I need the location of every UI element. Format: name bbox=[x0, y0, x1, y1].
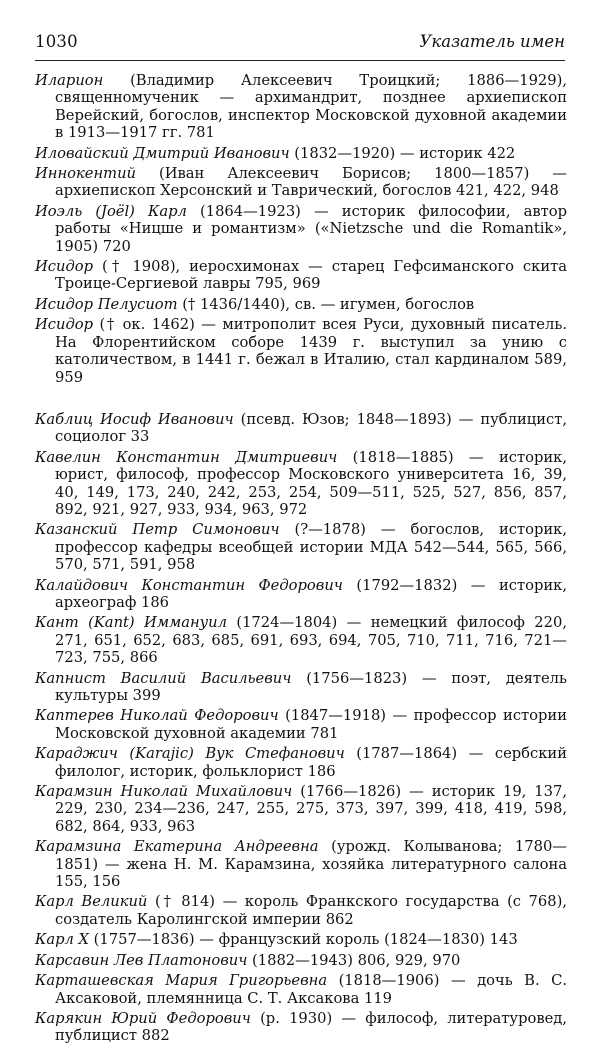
entry-name: Исидор Пелусиот bbox=[35, 295, 178, 313]
entry-name: Карякин Юрий Федорович bbox=[35, 1009, 251, 1027]
index-entry bbox=[35, 614, 567, 666]
index-entry bbox=[35, 521, 567, 573]
index-entry bbox=[35, 1010, 567, 1045]
index-entry bbox=[35, 72, 567, 142]
entry-text: (?—1878) — богослов, историк, профессор кафедры всеобщей истории МДА 542—544, 565, 566, 570, 571, 591, 958 bbox=[55, 521, 567, 574]
index-entry bbox=[35, 707, 567, 742]
entry-name: Карамзина Екатерина Андреевна bbox=[35, 838, 319, 856]
entry-name: Иоэль (Joël) Карл bbox=[35, 202, 187, 220]
entry-text: († 1908), иеросхимонах — старец Гефсиманского скита Троице-Сергиевой лавры 795, 969 bbox=[55, 258, 567, 293]
page-number: 1030 bbox=[35, 32, 78, 51]
entry-text: (Владимир Алексеевич Троицкий; 1886—1929), священномученик — архимандрит, позднее архиепископ Верейский, богослов, инспектор Московской духовной академии в 1913—1917 гг. 781 bbox=[55, 72, 567, 142]
index-entry bbox=[35, 316, 567, 386]
entry-name: Иловайский Дмитрий Иванович bbox=[35, 144, 290, 162]
entry-name: Карамзин Николай Михайлович bbox=[35, 783, 293, 801]
entry-text: († 1436/1440), св. — игумен, богослов bbox=[177, 295, 475, 313]
running-head: Указатель имен bbox=[419, 32, 565, 51]
entry-text: (1766—1826) — историк 19, 137, 229, 230, 234—236, 247, 255, 275, 373, 397, 399, 418, 419, 598, 682, 864, 933, 963 bbox=[55, 783, 567, 835]
entry-name: Калайдович Константин Федорович bbox=[35, 576, 343, 594]
entry-name: Каблиц Иосиф Иванович bbox=[35, 410, 234, 428]
index-entry bbox=[35, 449, 567, 519]
entry-text: (1756—1823) — поэт, деятель культуры 399 bbox=[55, 669, 567, 704]
index-entry bbox=[35, 411, 567, 446]
entry-name: Караджич (Karajic) Вук Стефанович bbox=[35, 745, 345, 763]
entry-name: Исидор bbox=[35, 316, 94, 334]
index-entry bbox=[35, 296, 567, 313]
index-entry bbox=[35, 952, 567, 969]
entry-text: (1757—1836) — французский король (1824—1830) 143 bbox=[89, 931, 518, 949]
entry-text: (1818—1885) — историк, юрист, философ, профессор Московского университета 16, 39, 40, 149, 173, 240, 242, 253, 254, 509—511, 525, 527, 856, 857, 892, 921, 927, 933, 934, 963, 972 bbox=[55, 448, 568, 518]
entry-name: Казанский Петр Симонович bbox=[35, 521, 280, 539]
entry-name: Карташевская Мария Григорьевна bbox=[35, 972, 328, 990]
entry-text: (псевд. Юзов; 1848—1893) — публицист, социолог 33 bbox=[55, 410, 568, 446]
entry-text: (1864—1923) — историк философии, автор работы «Ницше и романтизм» («Nietzsche und die Romantik», 1905) 720 bbox=[55, 202, 567, 255]
index-entry bbox=[35, 577, 567, 612]
index-entry bbox=[35, 258, 567, 293]
entry-name: Карсавин Лев Платонович bbox=[35, 951, 248, 969]
entry-text: (1847—1918) — профессор истории Московской духовной академии 781 bbox=[55, 707, 567, 742]
entry-name: Карл X bbox=[35, 931, 90, 949]
entry-text: († 814) — король Франкского государства (с 768), создатель Каролингской империи 862 bbox=[55, 893, 567, 928]
index-entry bbox=[35, 670, 567, 705]
index-entry bbox=[35, 203, 567, 255]
index-entry bbox=[35, 745, 567, 780]
index-entry bbox=[35, 931, 567, 948]
entry-text: (1882—1943) 806, 929, 970 bbox=[247, 951, 461, 969]
page-header bbox=[35, 30, 565, 61]
entry-text: (1818—1906) — дочь В. С. Аксаковой, племянница С. Т. Аксакова 119 bbox=[55, 972, 567, 1007]
entry-name: Каптерев Николай Федорович bbox=[35, 707, 279, 725]
entry-name: Исидор bbox=[35, 258, 94, 276]
index-entry bbox=[35, 893, 567, 928]
entry-name: Иннокентий bbox=[35, 165, 136, 183]
index-entry bbox=[35, 972, 567, 1007]
entry-name: Кант (Kant) Иммануил bbox=[35, 614, 227, 632]
entry-text: (1787—1864) — сербский филолог, историк, фольклорист 186 bbox=[55, 745, 567, 780]
entry-text: (1724—1804) — немецкий философ 220, 271, 651, 652, 683, 685, 691, 693, 694, 705, 710, 711, 716, 721—723, 755, 866 bbox=[55, 614, 567, 667]
entry-name: Иларион bbox=[35, 72, 104, 89]
index-entry bbox=[35, 165, 567, 200]
entry-text: (урожд. Колыванова; 1780—1851) — жена Н. М. Карамзина, хозяйка литературного салона 155, 156 bbox=[55, 838, 567, 891]
entry-text: (1832—1920) — историк 422 bbox=[289, 144, 516, 162]
name-index bbox=[35, 72, 567, 1048]
index-entry bbox=[35, 783, 567, 835]
index-entry bbox=[35, 145, 567, 162]
entry-text: (р. 1930) — философ, литературовед, публицист 882 bbox=[55, 1009, 567, 1045]
entry-name: Кавелин Константин Дмитриевич bbox=[35, 448, 338, 466]
index-entry bbox=[35, 838, 567, 890]
entry-text: († ок. 1462) — митрополит всея Руси, духовный писатель. На Флорентийском соборе 1439 г. выступил за унию с католичеством, в 1441 г. бежал в Италию, стал кардиналом 589, 959 bbox=[55, 316, 567, 386]
entry-text: (1792—1832) — историк, археограф 186 bbox=[55, 576, 567, 611]
entry-text: (Иван Алексеевич Борисов; 1800—1857) — архиепископ Херсонский и Таврический, богослов 421, 422, 948 bbox=[55, 165, 567, 200]
entry-name: Капнист Василий Васильевич bbox=[35, 669, 292, 687]
entry-name: Карл Великий bbox=[35, 893, 148, 911]
